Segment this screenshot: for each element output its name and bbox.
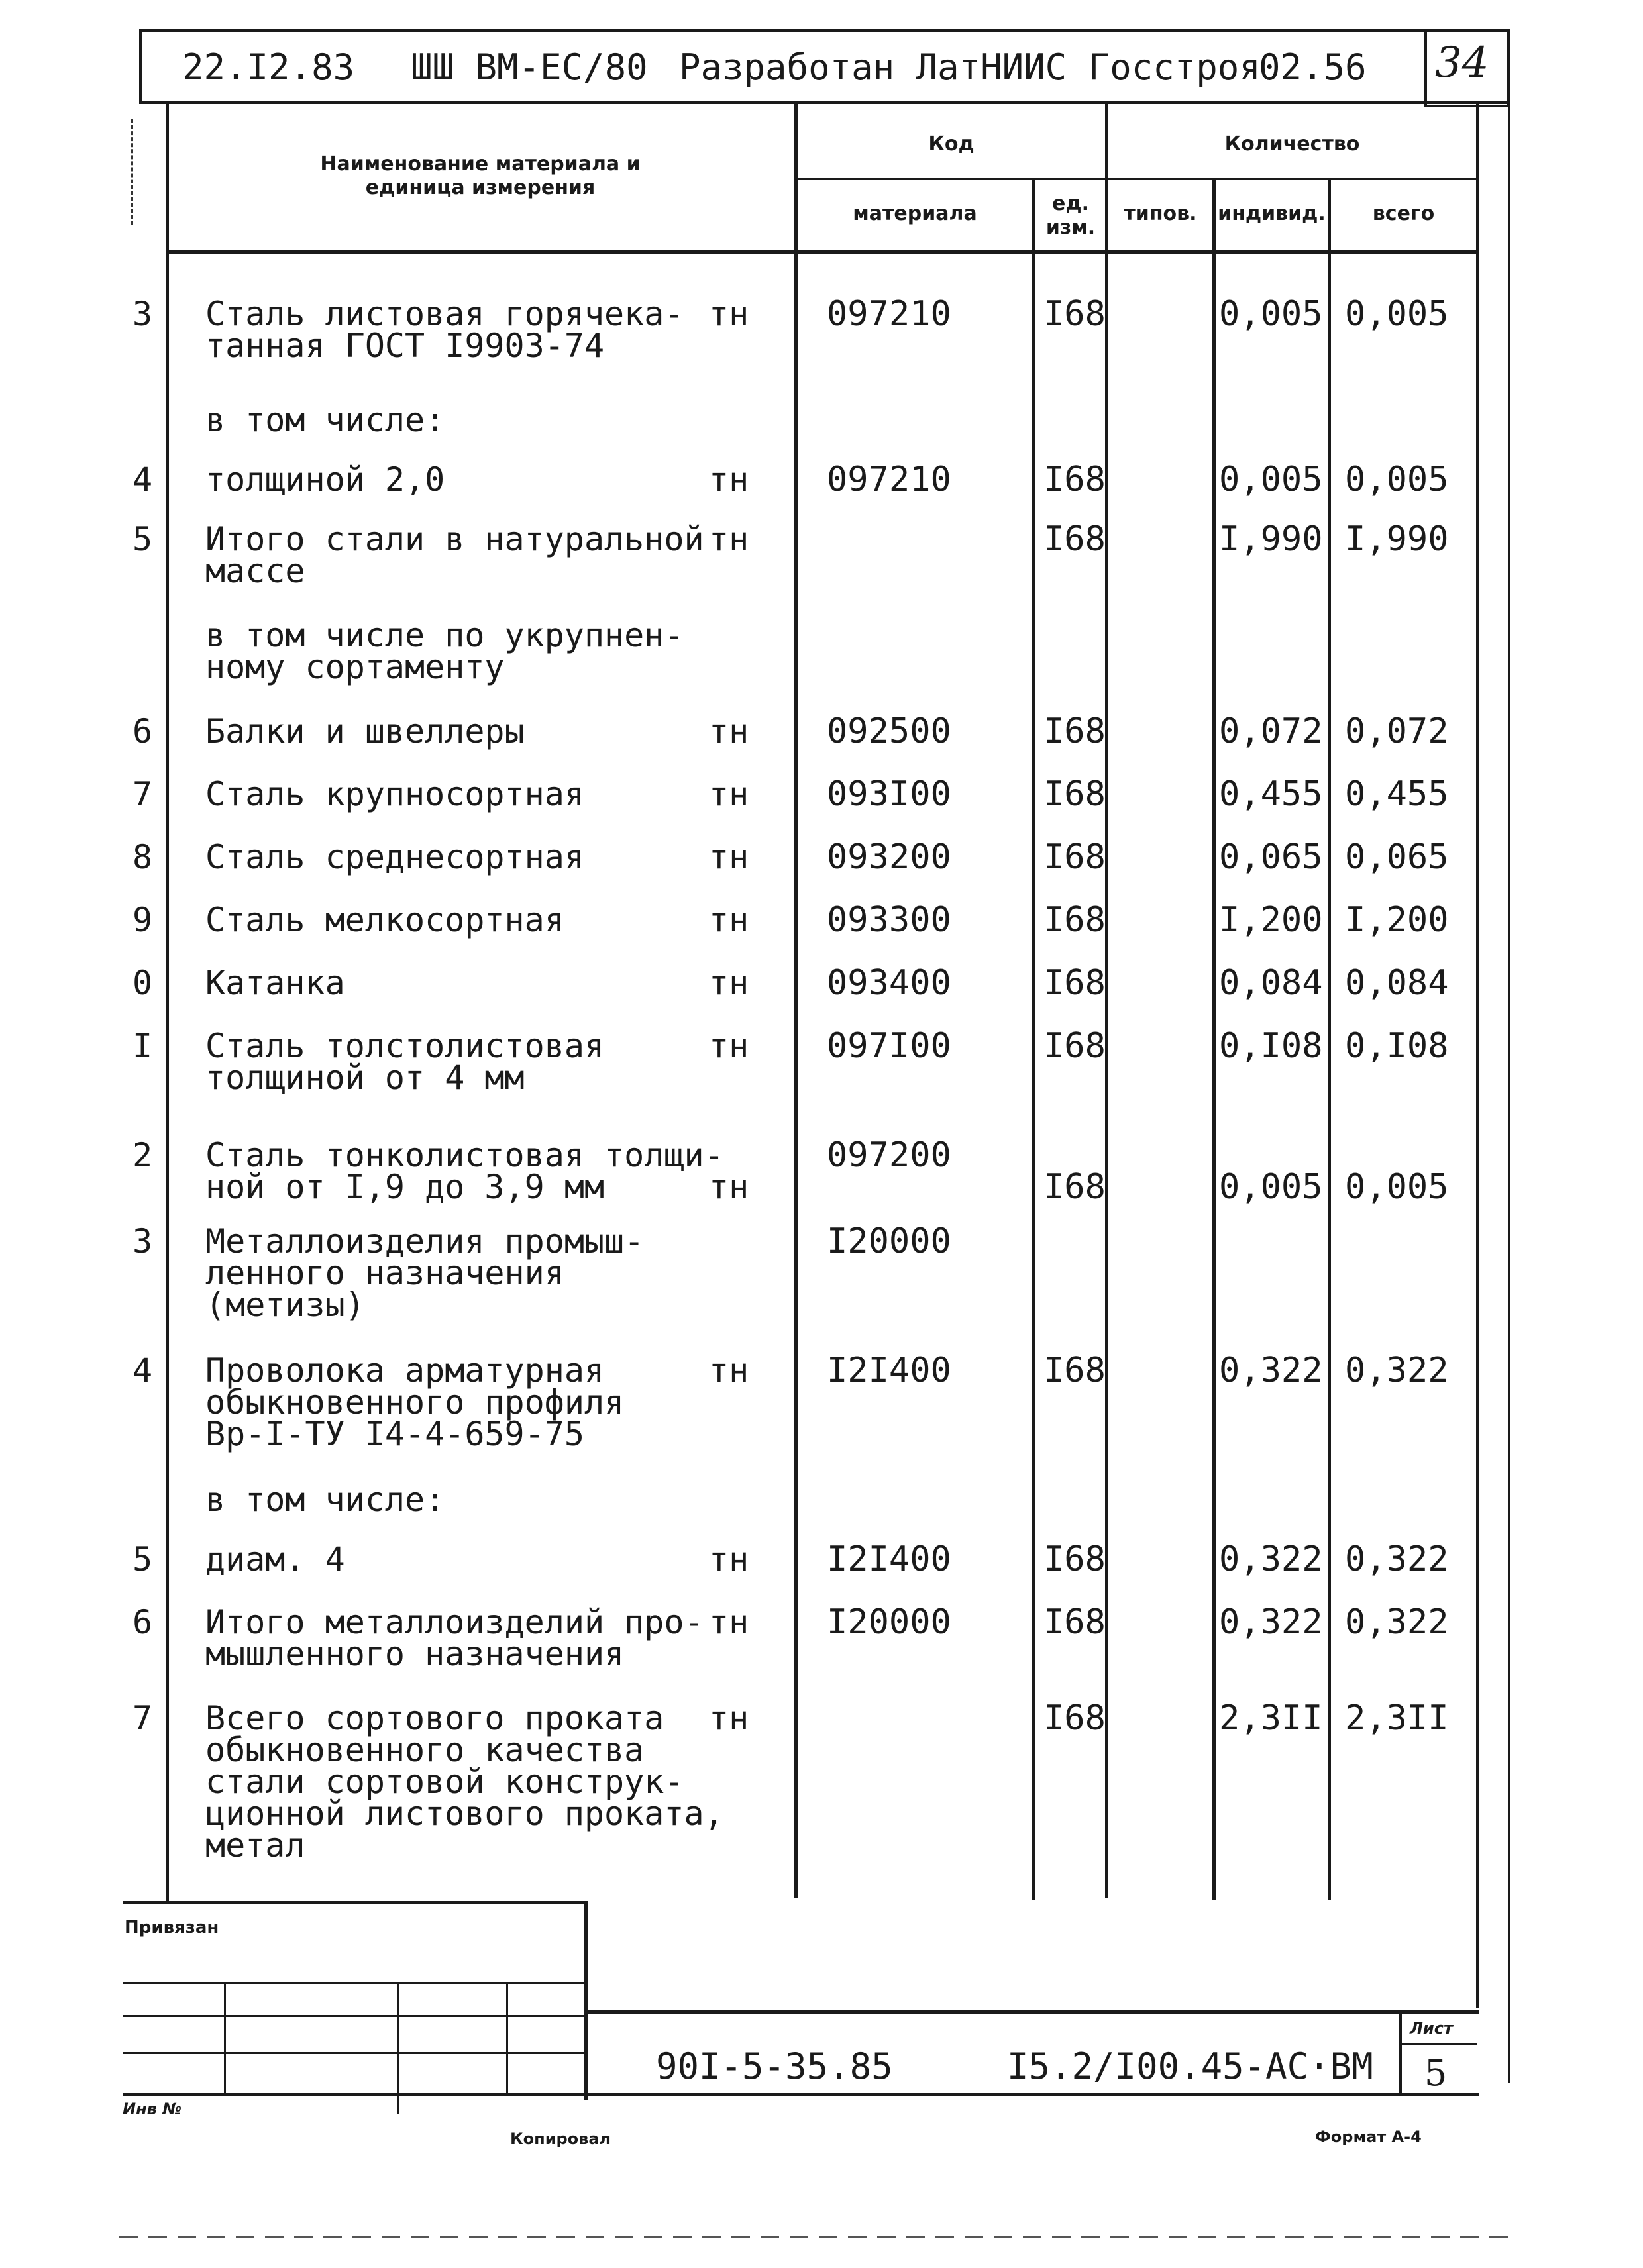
row-qty-individual: 0,322: [1219, 1351, 1323, 1390]
sheet-label: Лист: [1410, 2019, 1453, 2037]
row-unit-code: I68: [1043, 774, 1106, 814]
row-material-code: 097I00: [827, 1026, 951, 1066]
col-qty-individual: индивид.: [1218, 202, 1326, 225]
row-material-code: 093400: [827, 963, 951, 1003]
row-number: 6: [132, 712, 153, 750]
table-left-border: [166, 103, 169, 1904]
row-unit: тн: [709, 1168, 749, 1206]
stamp-row1: [123, 1982, 586, 1984]
row-unit-code: I68: [1043, 963, 1106, 1003]
frame-right-outer: [1508, 29, 1510, 2083]
row-qty-total: 0,084: [1345, 963, 1449, 1003]
col-divider-name: [794, 103, 798, 1898]
row-number: 5: [132, 520, 153, 558]
row-unit: тн: [709, 775, 749, 813]
row-unit: тн: [709, 1699, 749, 1737]
row-unit-code: I68: [1043, 519, 1106, 559]
row-unit: тн: [709, 295, 749, 333]
row-unit: тн: [709, 1351, 749, 1390]
row-qty-individual: 0,322: [1219, 1602, 1323, 1642]
row-unit-code: I68: [1043, 1167, 1106, 1207]
stamp-row3: [123, 2052, 586, 2054]
col-code-material: материала: [853, 202, 977, 225]
row-number: 3: [132, 295, 153, 333]
row-number: 0: [132, 964, 153, 1002]
row-number: 7: [132, 1699, 153, 1737]
col-qty-header: Количество: [1224, 132, 1360, 156]
row-unit: тн: [709, 1027, 749, 1065]
row-name: в том числе:: [205, 1480, 445, 1519]
row-material-code: 092500: [827, 711, 951, 751]
cut-line: [119, 2236, 1510, 2238]
sheet-number: 5: [1424, 2052, 1448, 2094]
row-qty-total: I,990: [1345, 519, 1449, 559]
row-unit: тн: [709, 460, 749, 499]
row-qty-individual: 0,072: [1219, 711, 1323, 751]
row-number: 6: [132, 1603, 153, 1641]
stamp-inv: Инв №: [123, 2100, 182, 2118]
row-qty-individual: 0,455: [1219, 774, 1323, 814]
doc-number: 90I-5-35.85: [656, 2045, 893, 2087]
frame-right: [1476, 101, 1479, 2008]
row-qty-total: 0,065: [1345, 837, 1449, 877]
row-qty-total: 0,455: [1345, 774, 1449, 814]
row-unit-code: I68: [1043, 1602, 1106, 1642]
row-qty-total: 0,I08: [1345, 1026, 1449, 1066]
row-name: Сталь среднесортная: [205, 838, 584, 876]
row-qty-total: 0,005: [1345, 460, 1449, 499]
row-name: Всего сортового проката обыкновенного качества стали сортовой конструк- ционной листового проката, метал: [205, 1699, 724, 1865]
stamp-row2: [123, 2015, 586, 2017]
row-material-code: I20000: [827, 1602, 951, 1642]
row-unit: тн: [709, 1603, 749, 1641]
frame-header-bottom: [139, 101, 1510, 104]
row-material-code: 093300: [827, 900, 951, 940]
corner-number: 34: [1435, 38, 1489, 87]
row-unit: тн: [709, 712, 749, 750]
stamp-main-bottom: [584, 2093, 1479, 2096]
row-name: Итого стали в натуральной массе: [205, 520, 704, 590]
row-unit-code: I68: [1043, 900, 1106, 940]
stamp-main-top: [584, 2010, 1479, 2014]
col-divider-ind: [1328, 178, 1331, 1900]
row-qty-individual: 0,005: [1219, 1167, 1323, 1207]
row-material-code: 097210: [827, 294, 951, 334]
row-qty-total: 2,3II: [1345, 1698, 1449, 1738]
row-number: 9: [132, 901, 153, 939]
row-unit-code: I68: [1043, 1351, 1106, 1390]
row-name: диам. 4: [205, 1540, 345, 1578]
header-mid-line: [794, 178, 1477, 180]
row-number: 3: [132, 1222, 153, 1261]
row-unit: тн: [709, 520, 749, 558]
row-name: Итого металлоизделий про- мышленного назначения: [205, 1603, 704, 1673]
stamp-col1: [224, 1982, 226, 2094]
row-name: Сталь крупносортная: [205, 775, 584, 813]
row-qty-individual: 0,005: [1219, 460, 1323, 499]
row-name: Металлоизделия промыш- ленного назначения (метизы): [205, 1222, 645, 1324]
row-material-code: 097210: [827, 460, 951, 499]
stamp-attached: Привязан: [125, 1918, 219, 1937]
header-date: 22.I2.83: [182, 46, 355, 88]
row-qty-individual: 0,005: [1219, 294, 1323, 334]
row-unit-code: I68: [1043, 837, 1106, 877]
row-material-code: I2I400: [827, 1539, 951, 1579]
row-number: 8: [132, 838, 153, 876]
row-name: в том числе:: [205, 401, 445, 439]
row-number: 4: [132, 460, 153, 499]
row-qty-individual: I,990: [1219, 519, 1323, 559]
row-qty-individual: 0,I08: [1219, 1026, 1323, 1066]
row-unit-code: I68: [1043, 1026, 1106, 1066]
row-qty-total: 0,005: [1345, 1167, 1449, 1207]
row-qty-total: I,200: [1345, 900, 1449, 940]
row-unit: тн: [709, 901, 749, 939]
col-name-header: Наименование материала и единица измерения: [320, 152, 641, 199]
stamp-sheet-line: [1399, 2043, 1477, 2045]
stamp-row4: [123, 2093, 586, 2096]
header-developer: Разработан ЛатНИИС Госстроя: [679, 46, 1261, 88]
header-version: 02.56: [1259, 46, 1367, 88]
row-qty-total: 0,322: [1345, 1539, 1449, 1579]
row-name: Сталь листовая горячека- танная ГОСТ I9903-74: [205, 295, 684, 365]
row-material-code: 093200: [827, 837, 951, 877]
header-bottom-line: [166, 250, 1477, 254]
margin-marks: [131, 119, 138, 225]
col-qty-total: всего: [1372, 202, 1435, 225]
row-number: 5: [132, 1540, 153, 1578]
row-unit: тн: [709, 964, 749, 1002]
col-code-unit: ед. изм.: [1045, 192, 1096, 239]
row-unit: тн: [709, 838, 749, 876]
row-name: в том числе по укрупнен- ному сортаменту: [205, 616, 684, 686]
row-name: толщиной 2,0: [205, 460, 445, 499]
col-divider-code: [1032, 178, 1035, 1900]
row-unit-code: I68: [1043, 1539, 1106, 1579]
doc-code: I5.2/I00.45-АС·ВМ: [1007, 2045, 1373, 2087]
stamp-sheet-divider: [1399, 2010, 1402, 2093]
row-qty-individual: I,200: [1219, 900, 1323, 940]
row-number: 2: [132, 1136, 153, 1174]
row-material-code: 093I00: [827, 774, 951, 814]
stamp-col3: [506, 1982, 508, 2094]
row-qty-total: 0,322: [1345, 1351, 1449, 1390]
frame-top: [139, 29, 1510, 32]
col-qty-typical: типов.: [1124, 202, 1197, 225]
col-code-header: Код: [928, 132, 975, 156]
row-number: I: [132, 1027, 153, 1065]
row-material-code: I2I400: [827, 1351, 951, 1390]
frame-top-left: [139, 29, 142, 102]
row-qty-individual: 0,084: [1219, 963, 1323, 1003]
row-number: 4: [132, 1351, 153, 1390]
stamp-left-divider: [584, 1901, 588, 2100]
row-qty-individual: 0,322: [1219, 1539, 1323, 1579]
row-number: 7: [132, 775, 153, 813]
row-material-code: I20000: [827, 1221, 951, 1261]
row-unit-code: I68: [1043, 1698, 1106, 1738]
row-name: Сталь мелкосортная: [205, 901, 564, 939]
row-name: Балки и швеллеры: [205, 712, 525, 750]
row-qty-total: 0,322: [1345, 1602, 1449, 1642]
row-unit-code: I68: [1043, 460, 1106, 499]
stamp-col2: [398, 1982, 399, 2114]
corner-box: [1424, 29, 1509, 107]
row-qty-total: 0,072: [1345, 711, 1449, 751]
row-qty-total: 0,005: [1345, 294, 1449, 334]
row-unit-code: I68: [1043, 711, 1106, 751]
format-label: Формат А-4: [1315, 2128, 1422, 2146]
row-name: Катанка: [205, 964, 345, 1002]
row-name: Сталь тонколистовая толщи- ной от I,9 до 3,9 мм: [205, 1136, 724, 1206]
col-divider-typ: [1212, 178, 1216, 1900]
row-unit-code: I68: [1043, 294, 1106, 334]
row-material-code: 097200: [827, 1135, 951, 1175]
row-unit: тн: [709, 1540, 749, 1578]
row-name: Проволока арматурная обыкновенного профиля Вр-I-ТУ I4-4-659-75: [205, 1351, 625, 1453]
stamp-top-line: [123, 1901, 586, 1904]
row-qty-individual: 0,065: [1219, 837, 1323, 877]
row-qty-individual: 2,3II: [1219, 1698, 1323, 1738]
copied-label: Копировал: [510, 2130, 611, 2148]
row-name: Сталь толстолистовая толщиной от 4 мм: [205, 1027, 605, 1097]
header-code: ШШ ВМ-ЕС/80: [411, 46, 648, 88]
